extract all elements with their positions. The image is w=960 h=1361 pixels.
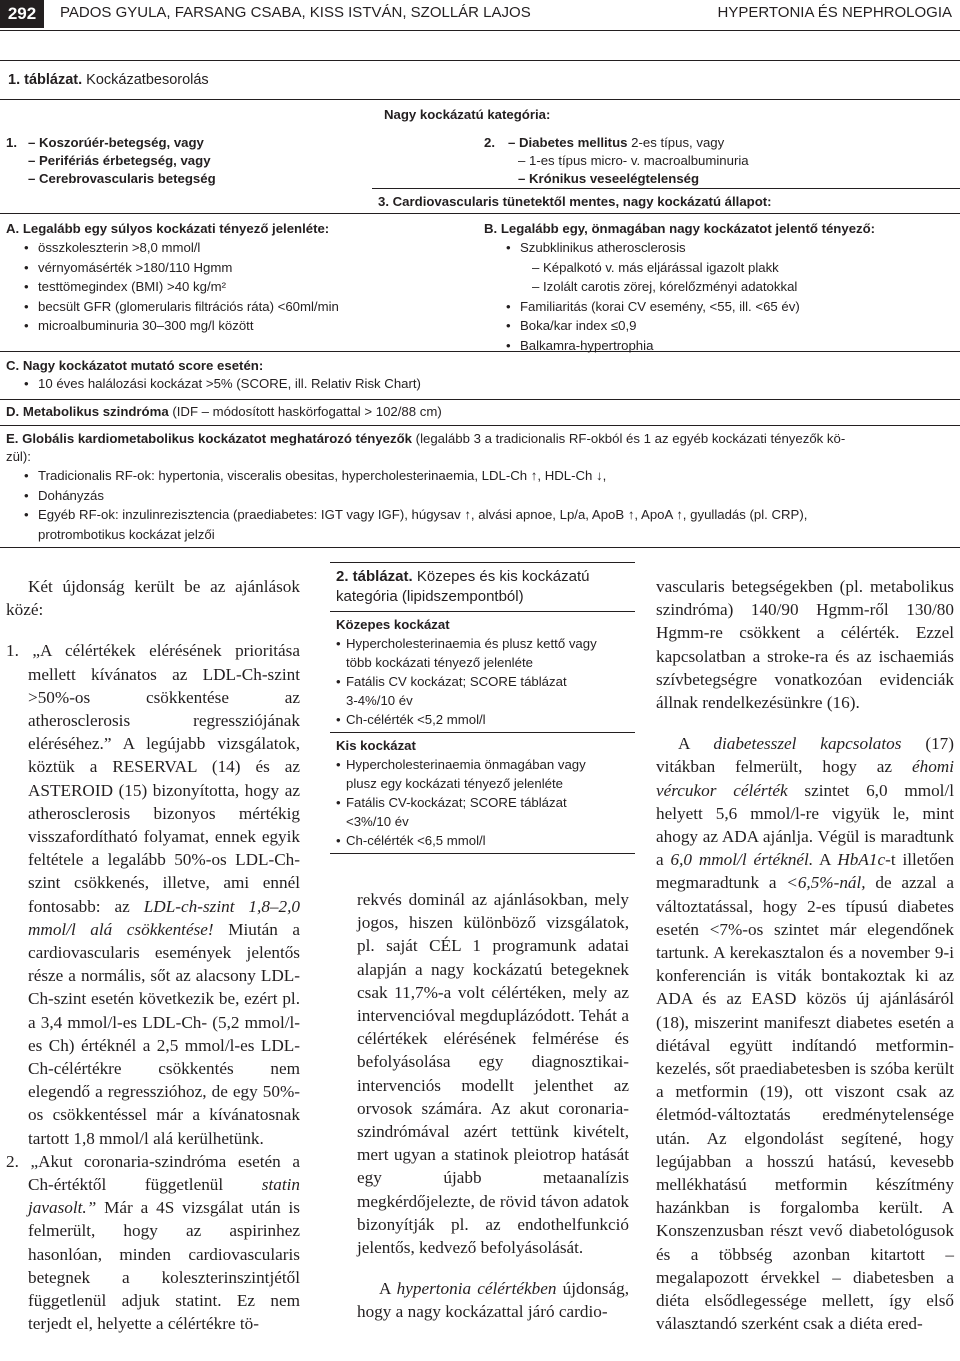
text-column-3 [656,575,954,1336]
paragraph: Két újdonság került be az ajánlások közé: [6,577,300,620]
table-1-caption: 1. táblázat. Kockázatbesorolás [8,72,209,88]
running-head-section: HYPERTONIA ÉS NEPHROLOGIA [717,4,952,21]
table-2-caption: 2. táblázat. Közepes és kis kockázatú kategória (lipidszempontból) [330,563,635,612]
list-item-1: 1. „A célértékek elérésének prioritása mellett kívánatos az LDL-Ch-szint >50%-os csökkentése az atherosclerosis regressziójának eléréséhez.” A legújabb vizsgálatok, köztük a RESERVAL (14) és az ASTEROID (15) bizonyította, hogy az atherosclerosis bizonyos mértékig visszafordítható folyamat, ennek egyik feltétele a legalább 50%-os LDL-Ch-szint csökkenés, illetve, ami ennél fontosabb: az LDL-ch-szint 1,8–2,0 mmol/l alá csökkentése! Miután a cardiovascularis események jelentős része a normális, sőt az alacsony LDL-Ch-szint esetén következik be, ezért pl. a 3,4 mmol/l-es LDL-Ch- (5,2 mmol/l-es Ch) értéknél a 2,5 mmol/l-es LDL-Ch-célértékre csökkentés nem elegendő a regresszióhoz, de egy 50%-os csökkentéssel már a kívánatosnak tartott 1,8 mmol/l alá kerülhetünk. [6,641,301,1148]
table-1-category: Nagy kockázatú kategória: [384,107,551,122]
criteria-d: D. Metabolikus szindróma (IDF – módosított haskörfogattal > 102/88 cm) [6,404,442,419]
paragraph: vascularis betegségekben (pl. metabolikus szindróma) 140/90 Hgmm-ről 130/80 Hgmm-re csökkent a célérték. Ezzel kapcsolatban a stroke-ra és az ischaemiás szívbetegségre vonatkozóan evidenciák állnak rendelkezésünkre (16). [656,577,954,713]
running-head-authors: PADOS GYULA, FARSANG CSABA, KISS ISTVÁN, SZOLLÁR LAJOS [60,4,531,21]
criteria-a: A. Legalább egy súlyos kockázati tényező jelenléte: • összkoleszterin >8,0 mmol/l • vérnyomásérték >180/110 Hgmm • testtömegindex (BMI) >40 kg/m² • becsült GFR (glomerularis filtrációs ráta) <60ml/min • microalbuminuria 30–300 mg/l között [6,220,339,336]
text-column-1 [6,575,300,1336]
group-1: 1. – Koszorúér-betegség, vagy – Perifériás érbetegség, vagy – Cerebrovascularis betegség [6,135,216,186]
paragraph: A hypertonia célértékben újdonság, hogy a nagy kockázattal járó cardio- [357,1279,630,1322]
group-3: 3. Cardiovascularis tünetektől mentes, nagy kockázatú állapot: [378,194,772,209]
table-2-low-risk: Kis kockázat • Hypercholesterinaemia önmagában vagy plusz egy kockázati tényező jelenléte • Fatális CV-kockázat; SCORE táblázat <3%/10 év • Ch-célérték <6,5 mmol/l [330,732,635,853]
criteria-e: E. Globális kardiometabolikus kockázatot meghatározó tényezők (legalább 3 a tradicionalis RF-okból és 1 az egyéb kockázati tényezők kö- zül): • Tradicionalis RF-ok: hypertonia, visceralis obesitas, hypercholesterinaemia, LDL-Ch ↑, HDL-Ch ↓, • Dohányzás • Egyéb RF-ok: inzulinrezisztencia (praediabetes: IGT vagy IGF), húgysav ↑, alvási apnoe, Lp/a, ApoB ↑, ApoA ↑, gyulladás (pl. CRP), protrombotikus kockázat jelzői [6,430,845,544]
table-2-medium-risk: Közepes kockázat • Hypercholesterinaemia és plusz kettő vagy több kockázati tényező jelenléte • Fatális CV kockázat; SCORE táblázat 3-4%/10 év • Ch-célérték <5,2 mmol/l [330,612,635,732]
page-header [0,0,960,31]
paragraph: A diabetesszel kapcsolatos (17) vitákban felmerült, hogy az éhomi vércukor célérték szintet 6,0 mmol/l helyett 5,6 mmol/l-re vigyük le, mint ahogy az ADA ajánlja. Végül is maradtunk a 6,0 mmol/l értéknél. A HbA1c-t illetően megmaradtunk a <6,5%-nál, de azzal a változtatással, hogy 2-es típusú diabetes esetén <7%-os szintet már elegendőnek tartunk. A kerekasztalon és a november 9-i konferencián is viták bontakoztak ki az ADA és az EASD közös új ajánlásáról (18), miszerint manifeszt diabetes esetén a diétával együtt indítandó metformin-kezelés, sőt praediabetesben is szóba került a metformin (19), ott viszont csak az életmód-változtatás eredménytelensége után. Az elgondolást segítené, hogy legújabban a hosszú hatású, kevesebb mellékhatású metformin készítmény hazánkban is forgalomba került. A Konszenzusban részt vevő diabetológusok és a többség azonban kitartott – megalapozott érvekkel – diabetesben a diéta elsődlegessége mellett, így első választandó szerként csak a diéta ered- [656,734,955,1334]
page-number: 292 [0,0,44,28]
paragraph: rekvés dominál az ajánlásokban, mely jogos, hiszen különböző vizsgálatok, pl. saját CÉL 1 programunk adatai alapján a nagy kockázatú betegeknek csak 11,7%-a volt célértéken, mely az intervencióval megduplázódott. Tehát a célértékek elérésének felmérése és befolyásolása egy diagnosztikai-intervenciós modellt jelenthet az orvosok számára. Az akut coronaria-szindrómával azért tettünk kivételt, mert ugyan a statinok pleiotrop hatását egy újabb metaanalízis megkérdőjelezte, de rövid távon adatok bizonyítják pl. az endothelfunkció jelentős, kedvező befolyásolását. [357,890,629,1258]
table-1 [0,60,960,548]
group-2: 2. – Diabetes mellitus 2-es típus, vagy – 1-es típus micro- v. macroalbuminuria – Krónikus veseelégtelenség [484,135,749,186]
text-column-2 [357,888,629,1324]
criteria-b: B. Legalább egy, önmagában nagy kockázatot jelentő tényező: • Szubklinikus atherosclerosis – Képalkotó v. más eljárással igazolt plakk – Izolált carotis zörej, kórelőzményi adatokkal • Familiaritás (korai CV esemény, <55, ill. <65 év) • Boka/kar index ≤0,9 • Balkamra-hypertrophia [484,220,875,355]
criteria-c: C. Nagy kockázatot mutató score esetén: • 10 éves halálozási kockázat >5% (SCORE, ill. Relativ Risk Chart) [6,357,421,393]
list-item-2: 2. „Akut coronaria-szindróma esetén a Ch-értéktől függetlenül statin javasolt.” Már a 4S vizsgálat után is felmerült, hogy az aspirinhez hasonlóan, minden cardiovascularis betegnek a koleszterinszintjétől függetlenül adjuk statint. Ez nem terjedt el, helyette a célértékre tö- [6,1151,300,1334]
table-2 [330,562,635,854]
